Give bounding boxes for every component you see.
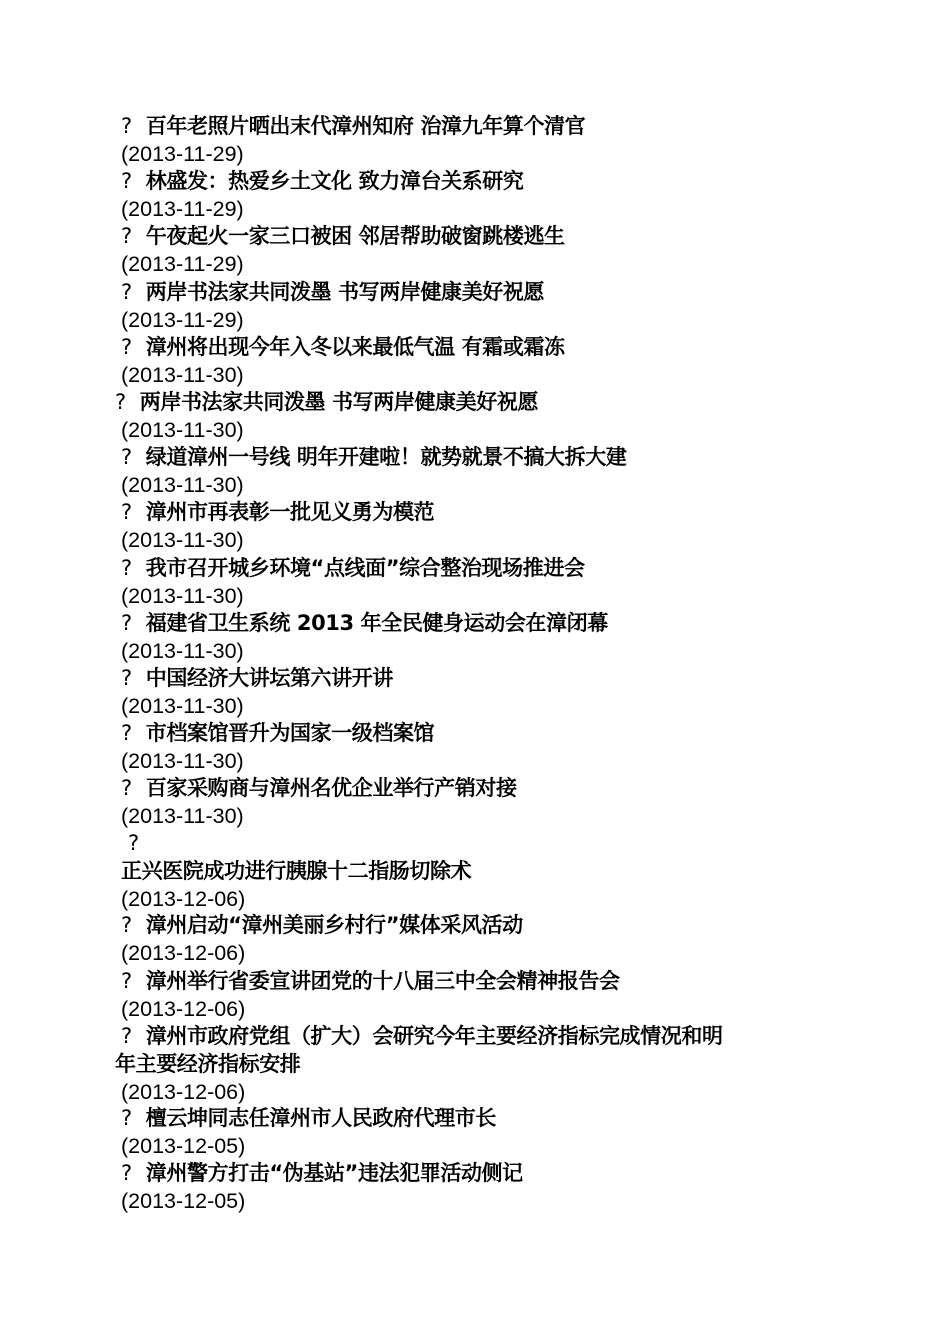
news-title-link[interactable] xyxy=(121,223,565,250)
news-title-link[interactable] xyxy=(121,555,585,582)
news-title-link[interactable] xyxy=(121,858,471,885)
list-item[interactable] xyxy=(0,968,950,1023)
news-title-text[interactable]: 檀云坤同志任漳州市人民政府代理市长 xyxy=(145,1105,496,1130)
news-title-text[interactable]: 市档案馆晋升为国家一级档案馆 xyxy=(145,721,435,746)
news-title-text[interactable]: 中国经济大讲坛第六讲开讲 xyxy=(145,665,393,690)
news-title-link[interactable] xyxy=(121,113,585,140)
list-item[interactable] xyxy=(0,499,950,554)
news-date: (2013-11-30) xyxy=(121,473,244,498)
list-item[interactable] xyxy=(0,113,950,168)
list-item[interactable] xyxy=(0,665,950,720)
list-item[interactable] xyxy=(0,610,950,665)
news-title-text[interactable]: 漳州市政府党组（扩大）会研究今年主要经济指标完成情况和明 xyxy=(145,1023,723,1048)
news-date: (2013-11-30) xyxy=(121,528,244,553)
bullet-glyph: ? xyxy=(121,1161,132,1185)
news-list xyxy=(0,113,950,1215)
bullet-glyph: ? xyxy=(121,224,132,249)
news-title-text[interactable]: 百家采购商与漳州名优企业举行产销对接 xyxy=(145,776,517,801)
news-title-text[interactable]: 午夜起火一家三口被困 邻居帮助破窗跳楼逃生 xyxy=(145,224,565,249)
list-item[interactable] xyxy=(0,1105,950,1160)
news-date: (2013-11-29) xyxy=(121,252,244,277)
news-title-link[interactable] xyxy=(121,968,620,995)
bullet-glyph: ? xyxy=(121,114,132,138)
news-title-text[interactable]: 正兴医院成功进行胰腺十二指肠切除术 xyxy=(121,859,472,884)
news-date: (2013-11-29) xyxy=(121,197,244,222)
news-title-link[interactable] xyxy=(121,279,544,306)
news-title-text[interactable]: 绿道漳州一号线 明年开建啦！就势就景不搞大拆大建 xyxy=(145,445,627,470)
bullet-glyph: ? xyxy=(121,279,132,304)
bullet-glyph: ? xyxy=(121,1105,132,1130)
list-item[interactable] xyxy=(0,334,950,389)
bullet-glyph: ? xyxy=(121,968,132,993)
news-title-link[interactable] xyxy=(121,775,517,802)
bullet-glyph: ? xyxy=(128,831,140,856)
list-item[interactable] xyxy=(0,912,950,967)
news-title-link[interactable] xyxy=(121,334,565,361)
news-title-link[interactable] xyxy=(121,1105,496,1132)
news-date: (2013-12-06) xyxy=(121,887,246,912)
news-title-text[interactable]: 我市召开城乡环境“点线面”综合整治现场推进会 xyxy=(145,555,585,580)
bullet-glyph: ? xyxy=(115,389,126,414)
list-item[interactable] xyxy=(0,1160,950,1215)
bullet-glyph: ? xyxy=(121,721,132,746)
news-title-text[interactable]: 漳州警方打击“伪基站”违法犯罪活动侧记 xyxy=(145,1161,523,1185)
news-date: (2013-11-30) xyxy=(121,638,244,663)
bullet-glyph: ? xyxy=(121,665,132,690)
list-item[interactable] xyxy=(0,279,950,334)
news-title-link[interactable] xyxy=(121,1023,723,1050)
bullet-glyph: ? xyxy=(121,500,132,525)
list-item[interactable] xyxy=(0,444,950,499)
news-title-link[interactable] xyxy=(121,610,608,637)
list-item[interactable] xyxy=(0,223,950,278)
news-date: (2013-12-06) xyxy=(121,996,246,1021)
news-title-link[interactable] xyxy=(121,720,434,747)
list-item[interactable] xyxy=(0,555,950,610)
news-title-text[interactable]: 两岸书法家共同泼墨 书写两岸健康美好祝愿 xyxy=(145,279,545,304)
news-title-text[interactable]: 漳州市再表彰一批见义勇为模范 xyxy=(145,500,435,525)
news-title-text[interactable]: 百年老照片晒出末代漳州知府 治漳九年算个清官 xyxy=(145,114,586,138)
bullet-glyph: ? xyxy=(121,555,132,580)
news-title-continuation[interactable]: 年主要经济指标安排 xyxy=(115,1051,301,1076)
news-title-link[interactable] xyxy=(121,912,523,939)
news-title-text[interactable]: 漳州启动“漳州美丽乡村行”媒体采风活动 xyxy=(145,913,523,938)
news-date: (2013-11-29) xyxy=(121,307,244,332)
news-date: (2013-11-29) xyxy=(121,142,244,166)
news-date: (2013-12-05) xyxy=(121,1189,246,1213)
news-date: (2013-11-30) xyxy=(121,362,244,387)
list-item[interactable] xyxy=(0,1023,950,1105)
bullet-glyph: ? xyxy=(121,610,132,635)
news-date: (2013-12-06) xyxy=(121,1079,246,1104)
bullet-glyph: ? xyxy=(121,334,132,359)
bullet-glyph: ? xyxy=(121,445,132,470)
news-title-text[interactable]: 两岸书法家共同泼墨 书写两岸健康美好祝愿 xyxy=(139,389,539,414)
list-item[interactable] xyxy=(0,775,950,830)
news-title-text[interactable]: 漳州将出现今年入冬以来最低气温 有霜或霜冻 xyxy=(145,334,565,359)
news-title-link[interactable] xyxy=(121,499,434,526)
news-title-text[interactable]: 林盛发：热爱乡土文化 致力漳台关系研究 xyxy=(145,169,524,194)
news-title-link[interactable] xyxy=(121,444,626,471)
news-date: (2013-12-06) xyxy=(121,941,246,966)
list-item[interactable] xyxy=(0,830,950,912)
news-date: (2013-11-30) xyxy=(121,749,244,774)
news-title-link[interactable] xyxy=(121,1160,523,1187)
news-title-text[interactable]: 福建省卫生系统 2013 年全民健身运动会在漳闭幕 xyxy=(145,610,608,635)
list-item[interactable] xyxy=(0,389,950,444)
news-date: (2013-11-30) xyxy=(121,693,244,718)
news-title-text[interactable]: 漳州举行省委宣讲团党的十八届三中全会精神报告会 xyxy=(145,968,620,993)
bullet-glyph: ? xyxy=(121,169,132,194)
list-item[interactable] xyxy=(0,168,950,223)
news-date: (2013-11-30) xyxy=(121,417,244,442)
news-date: (2013-11-30) xyxy=(121,583,244,608)
bullet-glyph: ? xyxy=(121,913,132,938)
list-item[interactable] xyxy=(0,720,950,775)
bullet-glyph: ? xyxy=(121,1023,132,1048)
bullet-glyph: ? xyxy=(121,776,132,801)
news-title-link[interactable] xyxy=(121,665,393,692)
news-date: (2013-11-30) xyxy=(121,804,244,829)
news-title-link[interactable] xyxy=(115,389,538,416)
news-date: (2013-12-05) xyxy=(121,1133,246,1158)
news-title-link[interactable] xyxy=(121,168,523,195)
